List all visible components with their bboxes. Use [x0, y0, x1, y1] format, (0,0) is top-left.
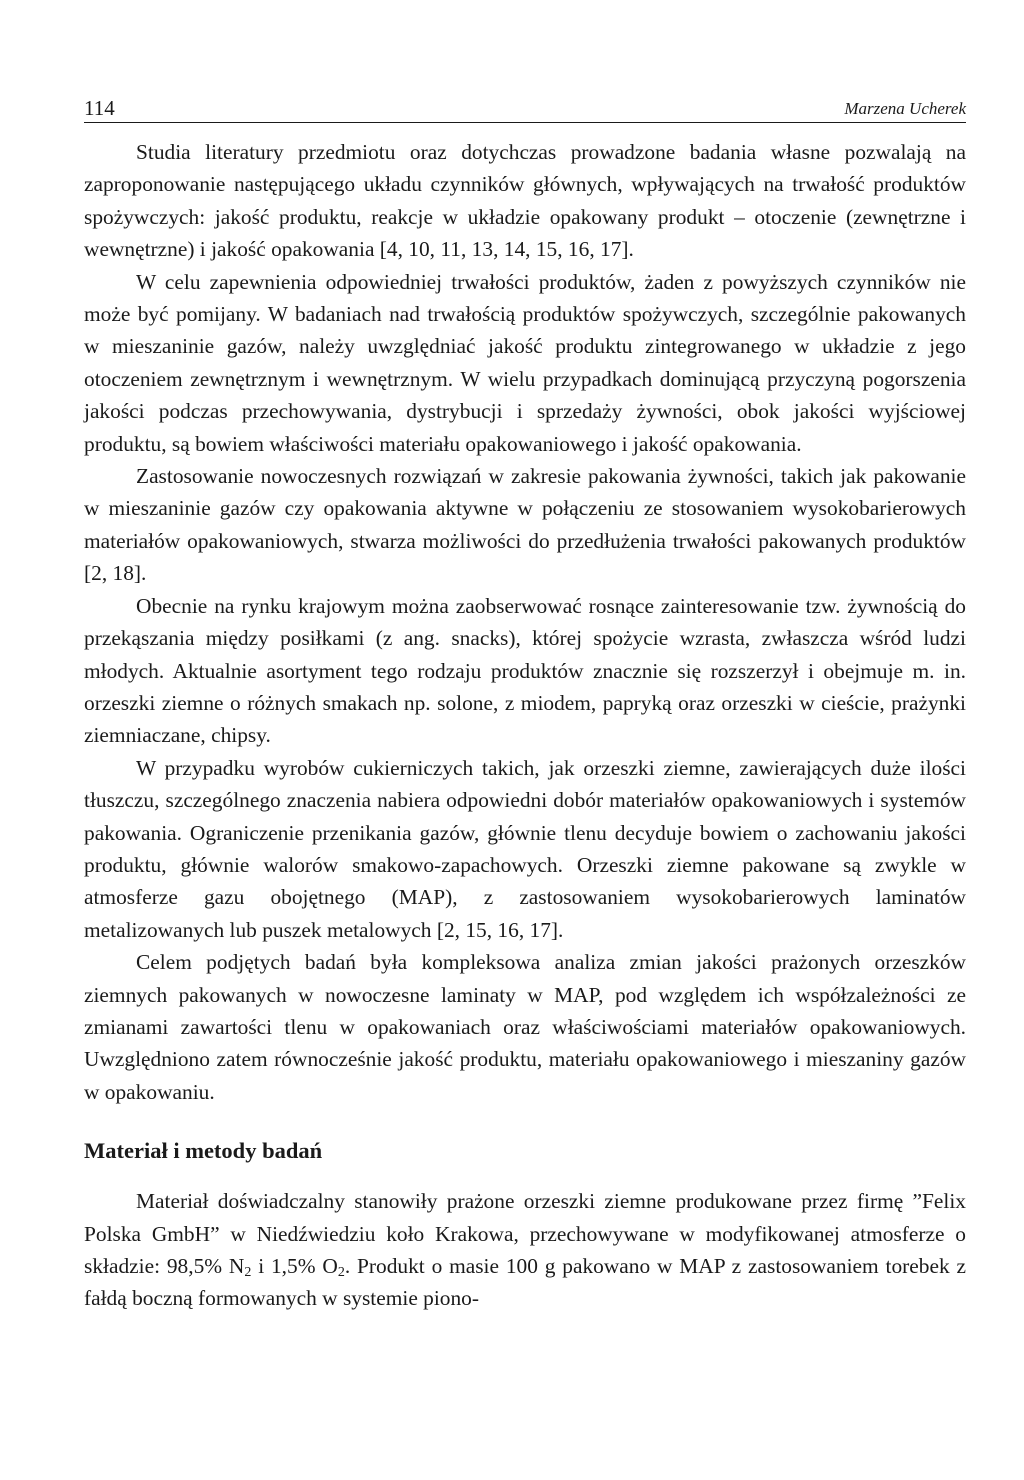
page-number: 114	[84, 96, 115, 120]
text-run: . Produkt o masie 100 g pakowano w MAP z zastosowaniem torebek z fałdą boczną formowanych w systemie piono-	[84, 1254, 966, 1311]
paragraph	[84, 1185, 966, 1315]
paragraph: W celu zapewnienia odpowiedniej trwałości produktów, żaden z powyższych czynników nie może być pomijany. W badaniach nad trwałością produktów spożywczych, szczególnie pakowanych w mieszaninie gazów, należy uwzględniać jakość produktu zintegrowanego w układzie z jego otoczeniem zewnętrznym i wewnętrznym. W wielu przypadkach dominującą przyczyną pogorszenia jakości podczas przechowywania, dystrybucji i sprzedaży żywności, obok jakości wyjściowej produktu, są bowiem właściwości materiału opakowaniowego i jakość opakowania.	[84, 269, 966, 456]
subscript: 2	[337, 1265, 345, 1280]
running-author: Marzena Ucherek	[844, 99, 966, 118]
subscript: 2	[244, 1265, 252, 1280]
paragraph: Studia literatury przedmiotu oraz dotychczas prowadzone badania własne pozwalają na zaproponowanie następującego układu czynników głównych, wpływających na trwałość produktów spożywczych: jakość produktu, reakcje w układzie opakowany produkt – otoczenie (zewnętrzne i wewnętrzne) i jakość opakowania [4, 10, 11, 13, 14, 15, 16, 17].	[84, 140, 966, 262]
section-heading: Materiał i metody badań	[84, 1138, 323, 1164]
body-text	[84, 136, 966, 1315]
text-run: i 1,5% O	[251, 1254, 338, 1278]
paragraph: Zastosowanie nowoczesnych rozwiązań w zakresie pakowania żywności, takich jak pakowanie w mieszaninie gazów czy opakowania aktywne w połączeniu ze stosowaniem wysokobarierowych materiałów opakowaniowych, stwarza możliwości do przedłużenia trwałości pakowanych produktów [2, 18].	[84, 464, 966, 586]
page	[84, 92, 966, 1315]
paragraph: Celem podjętych badań była kompleksowa analiza zmian jakości prażonych orzeszków ziemnych pakowanych w nowoczesne laminaty w MAP, pod względem ich współzależności ze zmianami zawartości tlenu w opakowaniach oraz właściwościami materiałów opakowaniowych. Uwzględniono zatem równocześnie jakość produktu, materiału opakowaniowego i mieszaniny gazów w opakowaniu.	[84, 950, 966, 1104]
paragraph: W przypadku wyrobów cukierniczych takich, jak orzeszki ziemne, zawierających duże ilości tłuszczu, szczególnego znaczenia nabiera odpowiedni dobór materiałów opakowaniowych i systemów pakowania. Ograniczenie przenikania gazów, głównie tlenu decyduje bowiem o zachowaniu jakości produktu, głównie walorów smakowo-zapachowych. Orzeszki ziemne pakowane są zwykle w atmosferze gazu obojętnego (MAP), z zastosowaniem wysokobarierowych laminatów metalizowanych lub puszek metalowych [2, 15, 16, 17].	[84, 755, 966, 942]
paragraph: Obecnie na rynku krajowym można zaobserwować rosnące zainteresowanie tzw. żywnością do przekąszania między posiłkami (z ang. snacks), której spożycie wzrasta, zwłaszcza wśród ludzi młodych. Aktualnie asortyment tego rodzaju produktów znacznie się rozszerzył i obejmuje m. in. orzeszki ziemne o różnych smakach np. solone, z miodem, papryką oraz orzeszki w cieście, prażynki ziemniaczane, chipsy.	[84, 593, 966, 748]
running-header	[84, 92, 966, 123]
text-run: Materiał doświadczalny stanowiły prażone orzeszki ziemne produkowane przez firmę ”Felix Polska GmbH” w Niedźwiedziu koło Krakowa, przechowywane w modyfikowanej atmosferze o składzie: 98,5% N	[84, 1189, 966, 1278]
